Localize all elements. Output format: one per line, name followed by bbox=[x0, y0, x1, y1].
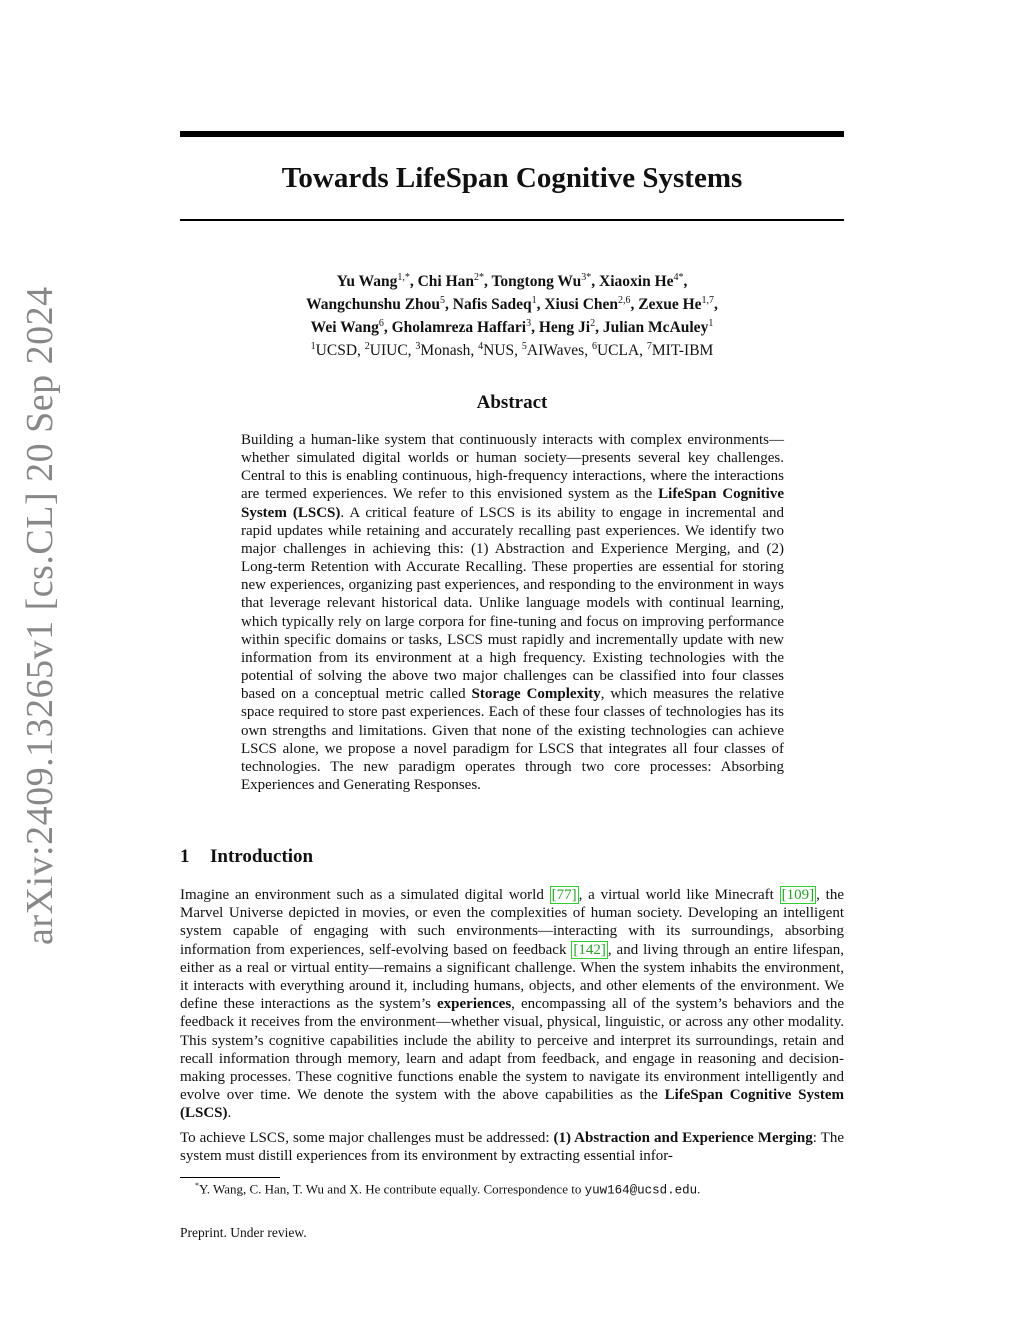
author-name: Nafis Sadeq bbox=[452, 296, 532, 314]
author-affil-mark: 5 bbox=[440, 295, 446, 307]
footnote: *Y. Wang, C. Han, T. Wu and X. He contribute equally. Correspondence to yuw164@ucsd.edu. bbox=[195, 1181, 701, 1198]
author-name: Zexue He bbox=[638, 296, 702, 314]
author-line-1: Yu Wang$^{1,*}$, Chi Han$^{2*}$, Tongtong $Wu^{3*}$, Xiaoxin $He^{4*}$, bbox=[336, 272, 688, 291]
author-name: Heng Ji bbox=[538, 319, 591, 337]
title-bottom-rule bbox=[180, 219, 844, 221]
citation-link[interactable]: [142] bbox=[573, 941, 606, 958]
abstract-body: Building a human-like system that continuously interacts with complex environments—whether simulated digital worlds or human society—presents several key challenges. Central to this is enabling continuous, high-frequency interactions, where the interactions are termed experiences. We refer to this envisioned system as the LifeSpan Cognitive System (LSCS). A critical feature of LSCS is its ability to engage in incremental and rapid updates while retaining and accurately recalling past experiences. We identify two major challenges in achieving this: (1) Abstraction and Experience Merging, and (2) Long-term Retention with Accurate Recalling. These properties are essential for storing new experiences, organizing past experiences, and responding to the environment in ways that leverage relevant historical data. Unlike language models with continual learning, which typically rely on large corpora for fine-tuning and focus on improving performance within specific domains or tasks, LSCS must rapidly and incrementally update with new information from its environment at a high frequency. Existing technologies with the potential of solving the above two major challenges can be classified into four classes based on a conceptual metric called Storage Complexity, which measures the relative space required to store past experiences. Each of these four classes of technologies has its own strengths and limitations. Given that none of the existing technologies can achieve LSCS alone, we propose a novel paradigm for LSCS that integrates all four classes of technologies. The new paradigm operates through two core processes: Absorbing Experiences and Generating Responses. bbox=[241, 432, 785, 793]
author-name: Gholamreza Haffari bbox=[391, 319, 527, 337]
author-name: Tongtong Wu bbox=[491, 273, 582, 291]
affiliation: UCSD bbox=[315, 342, 358, 360]
introduction-body bbox=[180, 886, 844, 1171]
paper-title: Towards LifeSpan Cognitive Systems bbox=[281, 162, 743, 194]
preprint-note: Preprint. Under review. bbox=[180, 1225, 307, 1240]
affiliation: UCLA bbox=[596, 342, 640, 360]
author-name: Xiaoxin He bbox=[599, 273, 674, 291]
author-affil-mark: 1,* bbox=[397, 272, 410, 283]
author-name: Julian McAuley bbox=[602, 319, 709, 337]
author-affil-mark: 3 bbox=[526, 318, 532, 330]
author-affil-mark: 2* bbox=[474, 272, 485, 283]
footnote-rule bbox=[180, 1177, 280, 1178]
correspondence-email[interactable]: yuw164@ucsd.edu bbox=[584, 1183, 698, 1198]
author-block bbox=[180, 268, 844, 361]
author-affil-mark: 2 bbox=[590, 318, 596, 330]
author-affil-mark: 1 bbox=[531, 295, 537, 307]
affiliation: MIT-IBM bbox=[651, 342, 714, 360]
affiliation: Monash bbox=[420, 342, 471, 360]
affiliation: AIWaves bbox=[526, 342, 585, 360]
abstract-heading: Abstract bbox=[476, 392, 548, 413]
author-affil-mark: 1 bbox=[708, 318, 714, 330]
intro-paragraph-2: To achieve LSCS, some major challenges must be addressed: (1) Abstraction and Experience Merging: The system must distill experiences from its environment by extracting essential infor- bbox=[180, 1129, 844, 1164]
author-name: Chi Han bbox=[417, 273, 475, 291]
title-top-rule bbox=[180, 131, 844, 137]
section-title: Introduction bbox=[210, 846, 314, 867]
affiliations-line: $^1$UCSD, $^2$UIUC, $^3$Monash, $^4$NUS, $^5$AIWaves, $^6$UCLA, $^7$MIT-IBM bbox=[310, 341, 714, 360]
author-line-3: Wei Wang$^6$, Gholamreza Haffari$^3$, Heng Ji$^2$, Julian McAuley$^1$ bbox=[310, 318, 714, 337]
author-affil-mark: 2,6 bbox=[618, 295, 631, 307]
arxiv-stamp: arXiv:2409.13265v1 [cs.CL] 20 Sep 2024 bbox=[19, 286, 61, 945]
author-name: Wangchunshu Zhou bbox=[306, 296, 441, 314]
citation-link[interactable]: [109] bbox=[781, 887, 815, 903]
author-affil-mark: 3* bbox=[581, 272, 592, 283]
affiliation: NUS bbox=[483, 342, 515, 360]
author-name: Wei Wang bbox=[310, 319, 379, 337]
intro-paragraph-1: Imagine an environment such as a simulated digital world [77] , a virtual world like Minecraft [109] , the Marvel Universe depicted in movies, or even the complexities of human society. Developing an intelligent system capable of engaging with such environments—interacting with its surroundings, absorbing information from experiences, self-evolving based on feedback [142] , and living through an entire lifespan, either as a real or virtual entity—remains a significant challenge. When the system inhabits the environment, it interacts with everything around it, including humans, objects, and other elements of the environment. We define these interactions as the system’s experiences, encompassing all of the system’s behaviors and the feedback it receives from the environment—whether visual, physical, linguistic, or across any other modality. This system’s cognitive capabilities include the ability to perceive and interpret its surroundings, retain and recall information through memory, learn and adapt from feedback, and engage in reasoning and decision-making processes. These cognitive functions enable the system to navigate its environment intelligently and evolve over time. We denote the system with the above capabilities as the LifeSpan Cognitive System (LSCS). bbox=[180, 887, 845, 1122]
author-name: Yu Wang bbox=[336, 273, 398, 291]
author-line-2: Wangchunshu Zhou$^5$, Nafis Sadeq$^1$, Xiusi Chen$^{2,6}$, Zexue He$^{1,7}$, bbox=[306, 295, 718, 314]
author-affil-mark: 6 bbox=[378, 318, 384, 330]
section-number: 1 bbox=[180, 846, 190, 867]
citation-link[interactable]: [77] bbox=[551, 887, 577, 903]
author-affil-mark: 1,7 bbox=[701, 295, 715, 307]
section-heading-introduction bbox=[180, 846, 313, 868]
author-affil-mark: 4* bbox=[673, 272, 684, 283]
author-name: Xiusi Chen bbox=[544, 296, 619, 314]
affiliation: UIUC bbox=[369, 342, 408, 360]
